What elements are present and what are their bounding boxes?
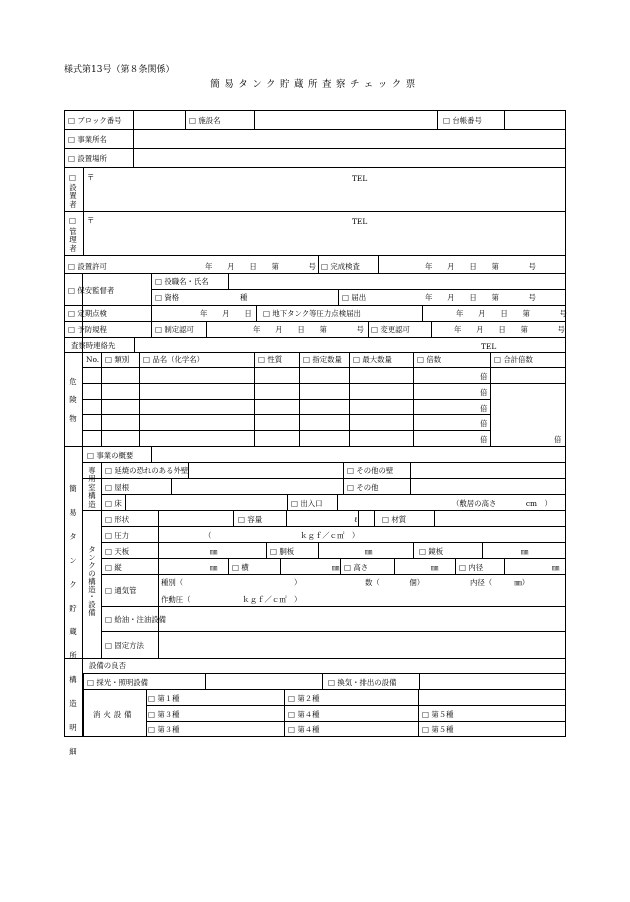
table-rule-horizontal [146, 705, 566, 706]
installer-checkbox[interactable]: □ [69, 173, 76, 182]
table-rule-vertical [394, 558, 395, 574]
table-rule-horizontal [83, 462, 566, 463]
qualification-kind: 種 [240, 293, 248, 302]
title-name-label[interactable]: □ 役職名・氏名 [155, 277, 209, 286]
times-unit: 倍 [480, 404, 488, 413]
install-permit-date: 年 月 日 第 号 [205, 262, 316, 271]
table-rule-vertical [266, 542, 267, 558]
table-rule-vertical [146, 689, 147, 737]
col-max[interactable]: □ 最大数量 [353, 355, 392, 364]
vent-diameter: 内径（ ㎜） [470, 578, 530, 587]
mm-unit: ㎜ [365, 547, 373, 556]
mirror-plate-label[interactable]: □ 鏡板 [419, 547, 444, 556]
body-plate-label[interactable]: □ 胴板 [270, 547, 295, 556]
spread-wall-label[interactable]: □ 延焼の恐れのある外壁 [105, 466, 189, 475]
table-rule-horizontal [64, 658, 566, 659]
mm-unit: ㎜ [552, 563, 560, 572]
fire-class-3[interactable]: □ 第３種 [148, 725, 180, 734]
table-rule-vertical [343, 462, 344, 478]
doorway-label[interactable]: □ 出入口 [291, 499, 323, 508]
contact-tel-label: TEL [481, 342, 497, 351]
installer-label: 設 置 者 [69, 183, 77, 209]
col-no: No. [86, 355, 100, 364]
table-rule-vertical [419, 673, 420, 689]
underground-tank-label[interactable]: □ 地下タンク等圧力点検届出 [263, 309, 361, 318]
ledger-no-label[interactable]: □ 台帳番号 [443, 116, 482, 125]
table-rule-vertical [504, 110, 505, 129]
table-rule-vertical [318, 542, 319, 558]
underground-date: 年 月 日 第 号 [456, 309, 567, 318]
floor-label[interactable]: □ 床 [105, 499, 122, 508]
table-rule-vertical [206, 321, 207, 337]
table-rule-vertical [158, 510, 159, 574]
col-total[interactable]: □ 合計倍数 [494, 355, 533, 364]
fire-class-1[interactable]: □ 第１種 [148, 694, 180, 703]
table-rule-vertical [133, 129, 134, 167]
table-rule-horizontal [151, 289, 566, 290]
table-rule-horizontal [64, 148, 566, 149]
table-rule-horizontal [101, 606, 566, 607]
table-rule-vertical [185, 110, 186, 129]
mm-unit: ㎜ [210, 547, 218, 556]
equipment-condition-label: 設備の良否 [89, 661, 126, 670]
col-name[interactable]: □ 品名（化学名） [143, 355, 205, 364]
table-rule-horizontal [64, 305, 566, 306]
col-class[interactable]: □ 類別 [105, 355, 130, 364]
prevention-rules-label[interactable]: □ 予防規程 [68, 325, 107, 334]
other-label[interactable]: □ その他 [347, 483, 379, 492]
vent-count: 数（ 個） [365, 578, 425, 587]
table-rule-horizontal [101, 558, 566, 559]
postal-mark: 〒 [87, 173, 95, 182]
table-rule-vertical [101, 462, 102, 658]
table-rule-vertical [337, 494, 338, 510]
times-unit: 倍 [480, 388, 488, 397]
table-rule-horizontal [64, 129, 566, 130]
qualification-label[interactable]: □ 資格 [155, 293, 180, 302]
table-rule-horizontal [83, 430, 490, 431]
mm-unit: ㎜ [210, 563, 218, 572]
table-rule-vertical [171, 478, 172, 494]
table-rule-horizontal [83, 673, 566, 674]
mm-unit: ㎜ [431, 563, 439, 572]
table-rule-vertical [233, 510, 234, 526]
times-unit: 倍 [480, 372, 488, 381]
postal-mark: 〒 [87, 216, 95, 225]
fire-class-3[interactable]: □ 第３種 [148, 710, 180, 719]
fire-equipment-label: 消火設備 [93, 710, 135, 719]
fire-class-4[interactable]: □ 第４種 [288, 710, 320, 719]
table-rule-horizontal [83, 689, 566, 690]
completion-date: 年 月 日 第 号 [425, 262, 536, 271]
table-rule-horizontal [64, 337, 566, 338]
table-rule-horizontal [101, 494, 566, 495]
table-rule-vertical [340, 558, 341, 574]
roof-label[interactable]: □ 屋根 [105, 483, 130, 492]
table-rule-vertical [254, 110, 255, 129]
other-wall-label[interactable]: □ その他の壁 [347, 466, 394, 475]
table-rule-horizontal [64, 273, 566, 274]
fire-class-4[interactable]: □ 第４種 [288, 725, 320, 734]
manager-label: 管 理 者 [69, 227, 77, 253]
mm-unit: ㎜ [521, 547, 529, 556]
height-label[interactable]: □ 高さ [344, 563, 369, 572]
table-rule-vertical [368, 321, 369, 337]
table-rule-vertical [322, 673, 323, 689]
vent-pipe-label[interactable]: □ 通気管 [105, 586, 137, 595]
block-no-label[interactable]: □ ブロック番号 [68, 116, 122, 125]
manager-checkbox[interactable]: □ [69, 216, 76, 225]
capacity-label[interactable]: □ 容量 [238, 515, 263, 524]
completion-inspection-label[interactable]: □ 完成検査 [321, 262, 360, 271]
table-rule-vertical [151, 446, 152, 462]
table-rule-vertical [338, 289, 339, 305]
table-rule-horizontal [83, 510, 566, 511]
change-approval-label[interactable]: □ 変更認可 [371, 325, 410, 334]
table-rule-vertical [504, 558, 505, 574]
vent-kind: 種別（ ） [161, 578, 302, 587]
location-label[interactable]: □ 設置場所 [68, 154, 107, 163]
sill-height: （敷居の高さ cm ） [452, 499, 552, 508]
table-rule-vertical [413, 352, 414, 446]
facility-name-label[interactable]: □ 施設名 [189, 116, 221, 125]
table-rule-vertical [228, 273, 229, 289]
tel-label: TEL [352, 174, 368, 183]
filling-equipment-label[interactable]: □ 給油・注油設備 [105, 615, 167, 624]
table-rule-vertical [358, 510, 359, 526]
table-rule-horizontal [101, 631, 566, 632]
business-overview-label[interactable]: □ 事業の概要 [87, 451, 134, 460]
table-rule-vertical [374, 510, 375, 526]
notification-date: 年 月 日 第 号 [425, 293, 536, 302]
table-rule-horizontal [83, 367, 566, 368]
pressure-label[interactable]: □ 圧力 [105, 531, 130, 540]
table-rule-vertical [284, 689, 285, 737]
col-designated[interactable]: □ 指定数量 [303, 355, 342, 364]
table-rule-horizontal [83, 478, 566, 479]
inspection-contact-label[interactable]: 査察時連絡先 [71, 341, 116, 350]
table-rule-vertical [151, 273, 152, 337]
table-rule-vertical [254, 352, 255, 446]
page-title: 簡易タンク貯蔵所査察チェック票 [210, 79, 420, 90]
col-property[interactable]: □ 性質 [258, 355, 283, 364]
table-rule-vertical [343, 478, 344, 494]
table-rule-horizontal [101, 542, 566, 543]
table-rule-horizontal [64, 446, 566, 447]
shape-label[interactable]: □ 形状 [105, 515, 130, 524]
table-rule-vertical [418, 689, 419, 737]
times-unit: 倍 [480, 435, 488, 444]
mm-unit: ㎜ [332, 563, 340, 572]
total-times-unit: 倍 [554, 435, 562, 444]
table-rule-vertical [431, 321, 432, 337]
table-rule-vertical [286, 510, 287, 526]
inner-diameter-label[interactable]: □ 内径 [459, 563, 484, 572]
table-rule-vertical [228, 558, 229, 574]
form-number: 様式第13号（第８条関係） [64, 65, 175, 75]
table-rule-horizontal [83, 383, 566, 384]
table-rule-vertical [490, 352, 491, 446]
fire-class-5[interactable]: □ 第５種 [422, 725, 454, 734]
table-rule-vertical [256, 305, 257, 321]
table-rule-vertical [349, 352, 350, 446]
periodic-inspection-label[interactable]: □ 定期点検 [68, 309, 107, 318]
table-rule-vertical [280, 558, 281, 574]
establish-date: 年 月 日 第 号 [253, 325, 364, 334]
table-rule-horizontal [146, 721, 566, 722]
table-rule-vertical [134, 337, 135, 352]
vertical-label[interactable]: □ 縦 [105, 563, 122, 572]
table-rule-horizontal [64, 167, 566, 168]
structure-section-label: 簡 易 タ ン ク 貯 蔵 所 構 造 明 細 [69, 484, 77, 756]
vent-pressure: 作動圧（ ｋｇｆ／ｃ㎡ ） [161, 595, 302, 604]
table-rule-horizontal [83, 399, 490, 400]
tank-structure-label: タ ン ク の 構 造 ・ 設 備 [88, 545, 96, 618]
table-rule-vertical [410, 478, 411, 494]
material-label[interactable]: □ 材質 [382, 515, 407, 524]
table-rule-vertical [482, 542, 483, 558]
table-rule-vertical [133, 110, 134, 129]
table-rule-horizontal [64, 321, 566, 322]
table-rule-horizontal [83, 414, 490, 415]
table-rule-horizontal [64, 255, 566, 256]
lighting-label[interactable]: □ 採光・照明設備 [87, 678, 149, 687]
table-rule-vertical [437, 110, 438, 129]
table-rule-vertical [318, 255, 319, 273]
table-rule-vertical [125, 494, 126, 510]
fire-class-2[interactable]: □ 第２種 [288, 694, 320, 703]
table-rule-vertical [139, 352, 140, 446]
table-rule-vertical [422, 305, 423, 321]
table-rule-vertical [413, 542, 414, 558]
establish-approval-label[interactable]: □ 制定認可 [155, 325, 194, 334]
table-rule-vertical [299, 352, 300, 446]
table-rule-vertical [410, 462, 411, 478]
install-permit-label[interactable]: □ 設置許可 [68, 262, 107, 271]
hazmat-section-label: 危 険 物 [69, 377, 77, 423]
table-rule-vertical [83, 673, 84, 737]
security-supervisor-label[interactable]: □ 保安監督者 [68, 286, 115, 295]
table-rule-vertical [434, 510, 435, 526]
col-multiple[interactable]: □ 倍数 [417, 355, 442, 364]
table-rule-vertical [378, 255, 379, 273]
times-unit: 倍 [480, 419, 488, 428]
dedicated-room-label: 専 用 室 構 造 [88, 466, 96, 509]
notification-label[interactable]: □ 届出 [342, 293, 367, 302]
table-rule-vertical [83, 167, 84, 255]
pressure-value: （ ｋｇｆ／ｃ㎡ ） [204, 531, 360, 540]
change-date: 年 月 日 第 号 [454, 325, 565, 334]
horizontal-label[interactable]: □ 横 [232, 563, 249, 572]
table-rule-vertical [455, 558, 456, 574]
ventilation-label[interactable]: □ 換気・排出の設備 [328, 678, 397, 687]
tel-label: TEL [352, 217, 368, 226]
table-rule-vertical [287, 494, 288, 510]
table-rule-vertical [205, 673, 206, 689]
fire-class-5[interactable]: □ 第５種 [422, 710, 454, 719]
table-rule-horizontal [101, 574, 566, 575]
table-rule-vertical [101, 352, 102, 446]
business-name-label[interactable]: □ 事業所名 [68, 135, 107, 144]
table-rule-horizontal [64, 211, 566, 212]
table-rule-horizontal [101, 526, 566, 527]
fixing-method-label[interactable]: □ 固定方法 [105, 641, 144, 650]
periodic-date: 年 月 日 [200, 309, 252, 318]
top-plate-label[interactable]: □ 天板 [105, 547, 130, 556]
liter-unit: ℓ [354, 515, 358, 524]
